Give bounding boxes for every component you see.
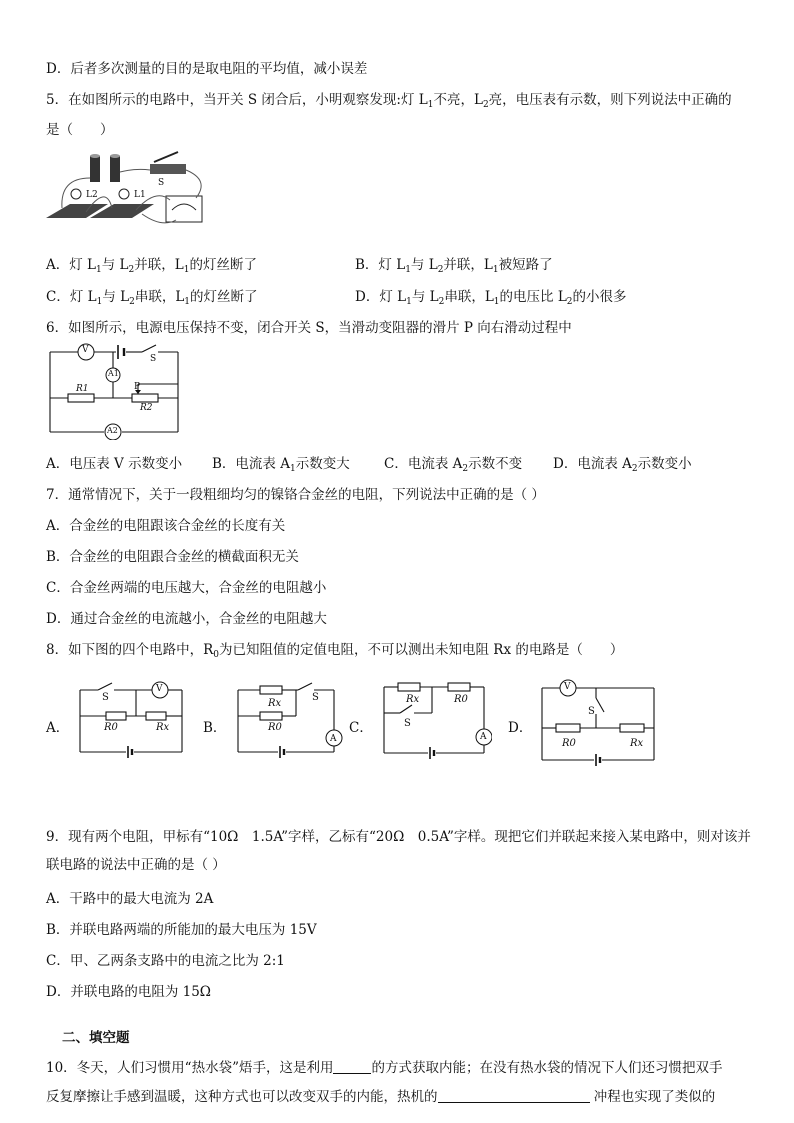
- q5-circuit-photo: [46, 148, 216, 230]
- battery-1: [90, 156, 100, 182]
- q8-letter-c: C．: [349, 720, 373, 736]
- q6-label-r1: R1: [76, 384, 89, 394]
- section-title-fill-in: 二、填空题: [62, 1030, 130, 1046]
- q8c-label-rx: Rx: [406, 694, 420, 705]
- q7-option-b: B．合金丝的电阻跟合金丝的横截面积无关: [46, 549, 299, 565]
- q6-label-s: S: [150, 354, 157, 364]
- q4-option-d: D．后者多次测量的目的是取电阻的平均值，减小误差: [46, 61, 368, 77]
- q6-option-d: D．电流表 $A_2$示数变小: [553, 456, 692, 474]
- q6-label-a1: A1: [108, 369, 119, 378]
- switch-base: [150, 164, 186, 174]
- q9-option-b: B．并联电路两端的所能加的最大电压为 15V: [46, 922, 317, 938]
- q8-circuit-c: [380, 677, 492, 763]
- q7-option-a: A．合金丝的电阻跟该合金丝的长度有关: [46, 518, 286, 534]
- q8c-label-s: S: [404, 718, 411, 729]
- q8-stem: 8．如下图的四个电路中，$R_0$为已知阻值的定值电阻，不可以测出未知电阻 Rx 的电路是（ ）: [46, 642, 624, 660]
- q8b-label-a: A: [330, 734, 337, 744]
- q6-option-a: A．电压表 V 示数变小: [46, 456, 183, 472]
- q10-blank-1[interactable]: [333, 1059, 371, 1074]
- q8-letter-d: D．: [508, 720, 533, 736]
- q8b-label-s: S: [312, 692, 319, 703]
- q8-circuit-a: [76, 680, 186, 762]
- q8a-label-rx: Rx: [156, 722, 170, 733]
- q6-label-a2: A2: [107, 426, 118, 435]
- q6-label-r2: R2: [140, 403, 153, 413]
- q6-label-p: P: [134, 382, 141, 392]
- q6-option-b: B．电流表 $A_1$示数变大: [212, 456, 350, 474]
- q8b-label-rx: Rx: [268, 698, 282, 709]
- q8c-label-a: A: [480, 732, 487, 742]
- q8d-label-rx: Rx: [630, 738, 644, 749]
- q5-fig-label-l1: L1: [134, 190, 146, 200]
- q5-option-b: B．灯 $L_1$与 $L_2$并联，$L_1$被短路了: [355, 257, 553, 275]
- battery-2: [110, 156, 120, 182]
- q8a-label-s: S: [102, 692, 109, 703]
- q9-option-a: A．干路中的最大电流为 2A: [46, 891, 214, 907]
- q8d-label-r0: R0: [562, 738, 576, 749]
- q7-stem: 7．通常情况下，关于一段粗细均匀的镍铬合金丝的电阻，下列说法中正确的是（ ）: [46, 487, 545, 503]
- q8-letter-b: B．: [203, 720, 227, 736]
- q7-option-c: C．合金丝两端的电压越大，合金丝的电阻越小: [46, 580, 327, 596]
- q9-stem-line1: 9．现有两个电阻，甲标有“10Ω 1.5A”字样，乙标有“20Ω 0.5A”字样。现把它们并联起来接入某电路中，则对该并: [46, 829, 751, 845]
- q9-stem-line2: 联电路的说法中正确的是（ ）: [46, 857, 226, 873]
- voltmeter-device: [166, 196, 202, 222]
- q6-option-c: C．电流表 $A_2$示数不变: [384, 456, 523, 474]
- q10-line2: 反复摩擦让手感到温暖，这种方式也可以改变双手的内能，热机的 冲程也实现了类似的: [46, 1089, 716, 1105]
- q5-stem-line2: 是（ ）: [46, 122, 114, 138]
- q8c-label-r0: R0: [454, 694, 468, 705]
- q5-option-d: D．灯 $L_1$与 $L_2$串联，$L_1$的电压比 $L_2$的小很多: [355, 289, 627, 307]
- q8b-label-r0: R0: [268, 722, 282, 733]
- q10-blank-2[interactable]: [438, 1088, 590, 1103]
- q5-option-a: A．灯 $L_1$与 $L_2$并联，$L_1$的灯丝断了: [46, 257, 257, 275]
- q8-letter-a: A．: [46, 720, 70, 736]
- q8-circuit-b: [234, 680, 344, 762]
- q5-fig-label-s: S: [158, 178, 165, 188]
- q6-label-v: V: [82, 345, 89, 355]
- q10-line1: 10．冬天，人们习惯用“热水袋”焐手，这是利用 的方式获取内能；在没有热水袋的情况下人们还习惯把双手: [46, 1060, 723, 1076]
- q5-option-c: C．灯 $L_1$与 $L_2$串联，$L_1$的灯丝断了: [46, 289, 258, 307]
- q8d-label-s: S: [588, 706, 595, 717]
- q8d-label-v: V: [564, 682, 571, 692]
- q8a-label-v: V: [156, 684, 163, 694]
- q6-stem: 6．如图所示，电源电压保持不变，闭合开关 S，当滑动变阻器的滑片 P 向右滑动过程中: [46, 320, 572, 336]
- q8a-label-r0: R0: [104, 722, 118, 733]
- q5-fig-label-l2: L2: [86, 190, 98, 200]
- q5-stem-line1: 5．在如图所示的电路中，当开关 S 闭合后，小明观察发现:灯 $L_1$不亮，$L_2$亮，电压表有示数，则下列说法中正确的: [46, 92, 732, 110]
- q7-option-d: D．通过合金丝的电流越小，合金丝的电阻越大: [46, 611, 327, 627]
- q8-circuit-d: [538, 678, 660, 772]
- q9-option-c: C．甲、乙两条支路中的电流之比为 2:1: [46, 953, 285, 969]
- q9-option-d: D．并联电路的电阻为 15Ω: [46, 984, 211, 1000]
